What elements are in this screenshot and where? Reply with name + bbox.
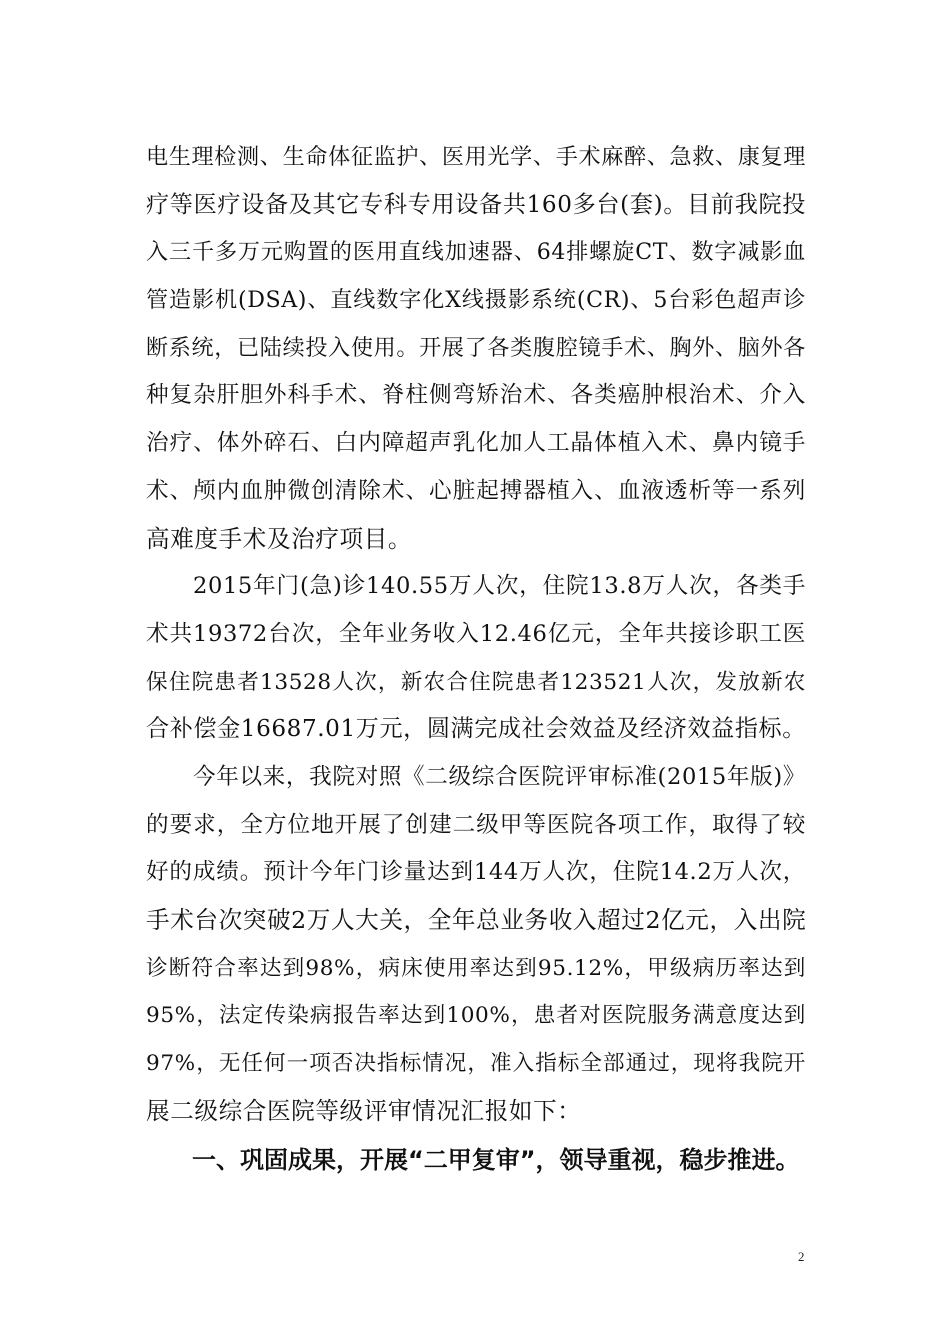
text-line: 的要求，全方位地开展了创建二级甲等医院各项工作，取得了较 [146,811,806,838]
paragraph-current-year [146,754,806,1136]
paragraph-equipment [146,134,806,563]
text-line: 诊断符合率达到98%，病床使用率达到95.12%，甲级病历率达到 [146,955,806,981]
text-line: 97%，无任何一项否决指标情况，准入指标全部通过，现将我院开 [146,1051,806,1077]
section-heading: 一、巩固成果，开展“二甲复审”，领导重视，稳步推进。 [192,1146,800,1174]
text-line: 种复杂肝胆外科手术、脊柱侧弯矫治术、各类癌肿根治术、介入 [146,382,806,409]
text-line: 治疗、体外碎石、白内障超声乳化加人工晶体植入术、鼻内镜手 [146,430,806,457]
text-line: 术、颅内血肿微创清除术、心脏起搏器植入、血液透析等一系列 [146,477,806,504]
text-line: 2015年门(急)诊140.55万人次，住院13.8万人次，各类手 [193,573,806,600]
page-number: 2 [798,1249,805,1264]
text-line: 断系统，已陆续投入使用。开展了各类腹腔镜手术、胸外、脑外各 [146,334,806,361]
body-text [146,134,806,1135]
text-line: 入三千多万元购置的医用直线加速器、64排螺旋CT、数字减影血 [146,239,806,266]
text-line: 保住院患者13528人次，新农合住院患者123521人次，发放新农 [146,669,806,695]
text-line: 展二级综合医院等级评审情况汇报如下： [146,1096,582,1125]
text-line: 95%，法定传染病报告率达到100%，患者对医院服务满意度达到 [146,1003,806,1029]
text-line: 好的成绩。预计今年门诊量达到144万人次，住院14.2万人次， [146,859,806,886]
text-line: 高难度手术及治疗项目。 [146,524,413,553]
text-line: 合补偿金16687.01万元，圆满完成社会效益及经济效益指标。 [146,716,806,743]
text-line: 今年以来，我院对照《二级综合医院评审标准(2015年版)》 [193,763,806,790]
text-line: 手术台次突破2万人大关，全年总业务收入超过2亿元，入出院 [146,906,807,934]
text-line: 术共19372台次，全年业务收入12.46亿元，全年共接诊职工医 [146,620,806,647]
paragraph-2015-statistics [146,563,806,754]
text-line: 管造影机(DSA)、直线数字化X线摄影系统(CR)、5台彩色超声诊 [146,287,806,314]
text-line: 疗等医疗设备及其它专科专用设备共160多台(套)。目前我院投 [146,191,806,218]
text-line: 电生理检测、生命体征监护、医用光学、手术麻醉、急救、康复理 [146,144,806,170]
